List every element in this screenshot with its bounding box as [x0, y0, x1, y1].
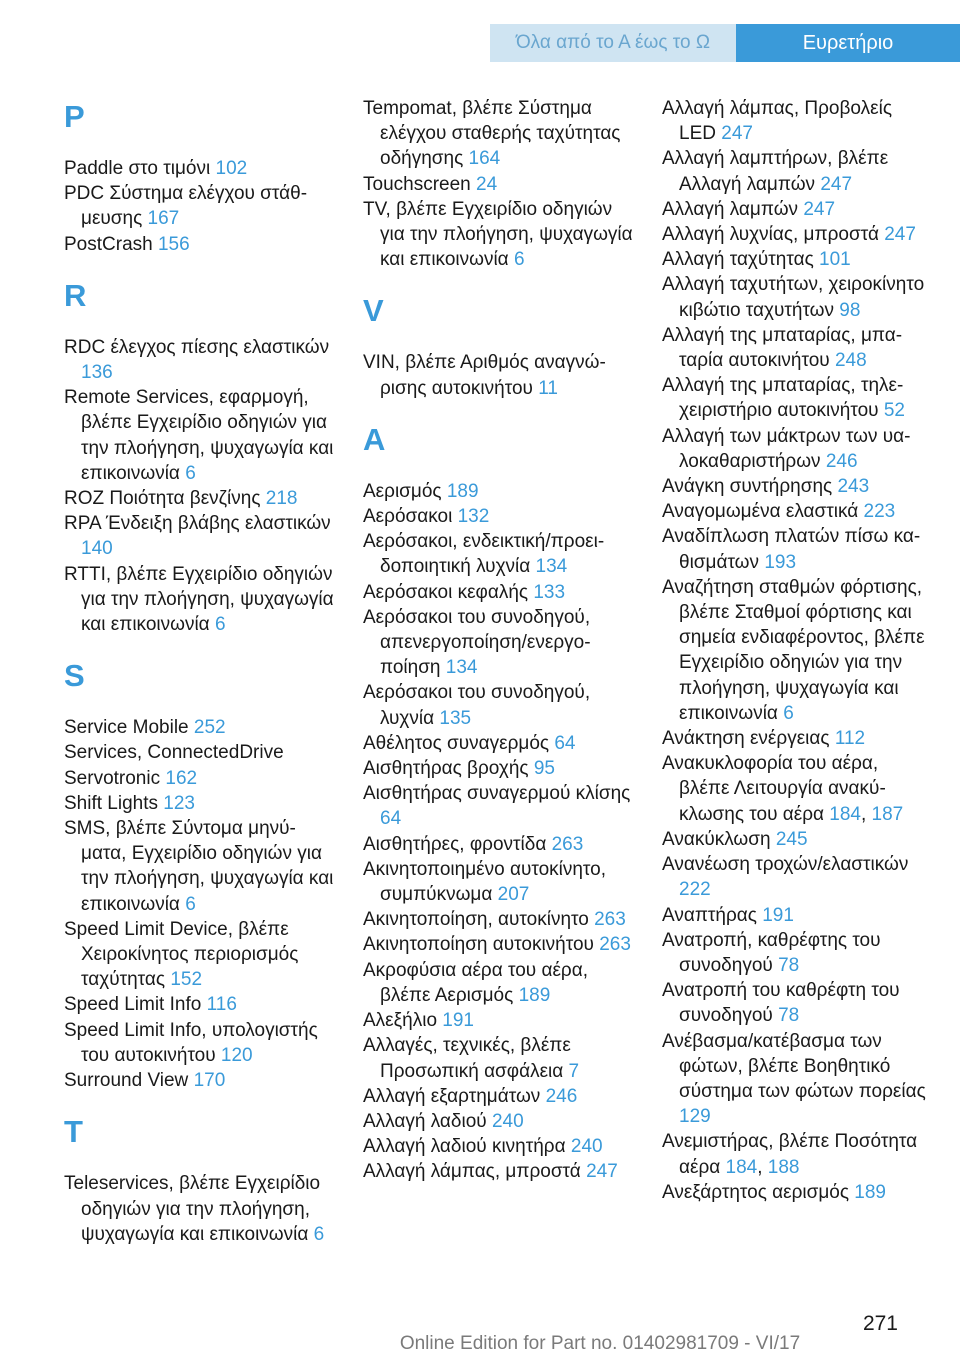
index-entry	[363, 350, 633, 400]
index-entry	[363, 172, 633, 197]
index-entry-text: Αλλαγή της μπαταρίας, μπαταρία αυτοκινήτου	[662, 324, 903, 372]
page-link[interactable]: 263	[551, 833, 584, 855]
index-entry-text: Αλλαγή εξαρτημάτων	[363, 1085, 541, 1107]
page-link[interactable]: 95	[533, 758, 555, 780]
page-link[interactable]: 152	[170, 969, 203, 991]
index-entry-text: TV, βλέπε Εγχειρίδιο οδηγιών για την πλοήγηση, ψυχαγωγία και επικοινωνία	[363, 198, 633, 271]
index-entry-text: Αερόσακοι του συνοδηγού, λυχνία	[363, 682, 591, 729]
index-entry-text: Servotronic	[64, 767, 161, 789]
index-letter-heading: A	[363, 421, 386, 457]
index-entry	[363, 479, 633, 504]
index-entry	[662, 373, 932, 423]
index-entry-text: Ανατροπή του καθρέφτη του συνοδηγού	[662, 980, 900, 1027]
index-entry-text: Αθέλητος συναγερμός	[363, 732, 550, 754]
index-entry	[64, 562, 334, 638]
index-entry-text: PostCrash	[64, 233, 153, 255]
index-entry-text: Αλλαγή των μάκτρων των υαλοκαθαριστήρων	[662, 425, 911, 472]
index-entry-text: SMS, βλέπε Σύντομα μηνύματα, Εγχειρίδιο οδηγιών για την πλοήγηση, ψυχαγωγία και επικοινωνία	[64, 818, 334, 915]
index-entry	[662, 726, 932, 751]
index-entry-text: Αλλαγή λαδιού κινητήρα	[363, 1136, 566, 1158]
page-link[interactable]: 252	[193, 717, 226, 739]
index-entry-text: Αλλαγή λαδιού	[363, 1110, 487, 1132]
index-entry-text: PDC Σύστημα ελέγχου στάθμευσης	[64, 183, 308, 230]
page-link[interactable]: 101	[819, 249, 851, 271]
index-entry	[363, 756, 633, 781]
index-entry-text: Αναπτήρας	[662, 904, 757, 926]
index-entry	[662, 272, 932, 322]
index-column-2	[363, 96, 633, 1185]
index-entry	[363, 529, 633, 579]
page-link[interactable]: 247	[721, 123, 753, 145]
page-link[interactable]: 191	[442, 1010, 474, 1032]
page-link[interactable]: 243	[837, 476, 870, 498]
index-entry-text: Speed Limit Info	[64, 994, 202, 1016]
index-entry-text: Ανακυκλοφορία του αέρα, βλέπε Λειτουργία ανακύκλωσης του αέρα	[662, 753, 886, 825]
index-entry-text: Αναζήτηση σταθμών φόρτισης, βλέπε Σταθμοί φόρτισης και σημεία ενδιαφέροντος, βλέπε Εγχειρίδιο οδηγιών για την πλοήγηση, ψυχαγωγία και επικοινωνία	[662, 576, 925, 724]
page-link[interactable]: 6	[185, 462, 196, 484]
index-entry-text: Αλλαγή λαμπτήρων, βλέπε Αλλαγή λαμπών	[662, 148, 889, 195]
index-entry	[363, 1134, 633, 1159]
page-link[interactable]: 170	[193, 1070, 226, 1092]
index-column-3	[662, 96, 932, 1205]
page-link[interactable]: 6	[783, 702, 794, 724]
index-entry	[64, 1068, 334, 1093]
index-entry-text: Αλλαγές, τεχνικές, βλέπε Προσωπική ασφάλεια	[363, 1035, 571, 1082]
index-entry-text: RPA Ένδειξη βλάβης ελαστικών	[64, 513, 331, 535]
index-entry	[363, 907, 633, 932]
page-link[interactable]: 164	[468, 148, 501, 170]
index-entry-text: Speed Limit Device, βλέπε Χειροκίνητος περιορισμός ταχύτητας	[64, 918, 299, 991]
header-spacer	[0, 24, 490, 62]
index-entry	[363, 504, 633, 529]
page-link[interactable]: 189	[446, 480, 479, 502]
page-link[interactable]: 116	[206, 994, 237, 1016]
page-link[interactable]: 162	[165, 767, 198, 789]
index-entry-text: Αλλαγή της μπαταρίας, τηλεχειριστήριο αυτοκινήτου	[662, 375, 904, 422]
index-entry-text: Αερόσακοι	[363, 506, 453, 528]
page-link[interactable]: 7	[568, 1060, 580, 1082]
index-entry-text: Αερόσακοι κεφαλής	[363, 581, 529, 603]
index-entry	[64, 486, 334, 511]
page-link[interactable]: 134	[535, 556, 568, 578]
index-entry-text: Αερόσακοι, ενδεικτική/προειδοποιητική λυχνία	[363, 531, 605, 578]
index-entry-text: Αλλαγή λαμπών	[662, 198, 799, 220]
page-link[interactable]: 247	[803, 198, 836, 220]
index-entry-text: Ακινητοποίηση αυτοκινήτου	[363, 934, 594, 956]
page-link[interactable]: 223	[863, 501, 896, 523]
index-entry	[64, 766, 334, 791]
index-entry	[363, 580, 633, 605]
index-entry	[662, 474, 932, 499]
index-entry	[662, 978, 932, 1028]
index-entry	[662, 499, 932, 524]
index-entry	[662, 903, 932, 928]
index-entry-text: Ανακύκλωση	[662, 828, 771, 850]
index-entry	[662, 222, 932, 247]
page-link[interactable]: 247	[820, 173, 853, 195]
page-link[interactable]: 78	[778, 1005, 800, 1027]
index-entry	[64, 992, 334, 1017]
index-entry	[662, 852, 932, 902]
page-link[interactable]: 188	[767, 1156, 800, 1178]
index-entry-text: Ανεξάρτητος αερισμός	[662, 1181, 850, 1203]
index-entry	[64, 232, 334, 257]
index-entry	[662, 1029, 932, 1130]
page-link[interactable]: 64	[380, 808, 402, 830]
index-entry	[363, 1033, 633, 1083]
page-link[interactable]: 184	[725, 1156, 758, 1178]
index-entry	[363, 1109, 633, 1134]
index-entry	[662, 524, 932, 574]
page-link[interactable]: 247	[884, 224, 916, 246]
index-entry-text: Ακινητοποιημένο αυτοκίνητο, συμπύκνωμα	[363, 858, 607, 906]
page-link[interactable]: 245	[775, 828, 808, 850]
section-gap	[363, 401, 633, 419]
index-entry-text: Ανάγκη συντήρησης	[662, 476, 833, 498]
breadcrumb[interactable]: Όλα από το Α έως το Ω	[490, 24, 736, 62]
index-entry	[363, 605, 633, 681]
index-entry	[363, 932, 633, 957]
index-entry	[363, 197, 633, 273]
index-entry-text: Αλλαγή λάμπας, Προβολείς LED	[662, 98, 892, 145]
section-gap	[64, 637, 334, 655]
index-entry-text: Αισθητήρες, φροντίδα	[363, 833, 547, 855]
index-entry-text: Ακινητοποίηση, αυτοκίνητο	[363, 909, 589, 931]
index-entry	[662, 1180, 932, 1205]
index-letter-heading: P	[64, 99, 85, 134]
index-entry	[363, 1008, 633, 1033]
index-entry-text: Services, ConnectedDrive	[64, 742, 284, 764]
index-entry-text: Shift Lights	[64, 792, 158, 814]
page-link[interactable]: 156	[157, 233, 190, 255]
index-entry	[363, 958, 633, 1008]
index-entry	[363, 832, 633, 857]
page-link[interactable]: 189	[854, 1181, 886, 1203]
page-link[interactable]: 133	[533, 581, 566, 603]
page-link[interactable]: 240	[491, 1110, 524, 1132]
page-link[interactable]: 11	[538, 377, 558, 399]
page-link[interactable]: 240	[570, 1136, 603, 1158]
page-link[interactable]: 6	[513, 249, 525, 271]
index-entry	[662, 197, 932, 222]
index-entry-text: Paddle στο τιμόνι	[64, 158, 211, 179]
page-link[interactable]: 191	[762, 904, 794, 926]
index-entry-text: RDC έλεγχος πίεσης ελαστικών	[64, 336, 330, 358]
page-link[interactable]: 120	[220, 1044, 253, 1066]
index-entry	[64, 791, 334, 816]
index-entry	[64, 740, 334, 765]
index-entry	[662, 323, 932, 373]
page-link[interactable]: 248	[834, 350, 867, 372]
index-entry-text: Αναδίπλωση πλατών πίσω καθισμάτων	[662, 526, 921, 573]
index-entry	[64, 511, 334, 561]
index-entry	[662, 928, 932, 978]
page-link[interactable]: 246	[825, 450, 858, 472]
index-entry	[662, 96, 932, 146]
index-entry-text: Ανανέωση τροχών/ελαστικών	[662, 854, 909, 876]
index-entry	[64, 917, 334, 993]
index-entry	[64, 715, 334, 740]
page-link[interactable]: 263	[594, 909, 626, 931]
page-link[interactable]: 112	[834, 728, 866, 750]
section-gap	[64, 1093, 334, 1111]
index-entry-text: Ανεμιστήρας, βλέπε Ποσότητα αέρα	[662, 1131, 918, 1178]
index-entry-text: Αναγομωμένα ελαστικά	[662, 501, 859, 523]
index-letter-heading: V	[363, 293, 384, 329]
page-header	[0, 0, 960, 62]
page-link[interactable]: 187	[871, 803, 904, 825]
index-entry: Ανακυκλοφορία του αέρα, βλέπε Λειτουργία ανακύκλωσης του αέρα 184, 187	[662, 753, 904, 825]
index-entry-text: Αλλαγή λυχνίας, μπροστά	[662, 224, 879, 246]
index-entry	[64, 181, 334, 231]
index-entry-text: Αλλαγή ταχύτητας	[662, 249, 814, 271]
index-entry	[64, 1018, 334, 1068]
page-link[interactable]: 207	[497, 884, 530, 906]
index-entry-text: Αλλαγή λάμπας, μπροστά	[363, 1161, 581, 1183]
index-entry-text: Speed Limit Info, υπολογιστής του αυτοκινήτου	[64, 1019, 318, 1066]
index-letter-heading: R	[64, 277, 87, 313]
index-entry-text: Αλλαγή ταχυτήτων, χειροκίνητο κιβώτιο ταχυτήτων	[662, 274, 925, 321]
index-entry-text: Tempomat, βλέπε Σύστημα ελέγχου σταθερής ταχύτητας οδήγησης	[363, 98, 621, 170]
page-link[interactable]: 6	[214, 614, 226, 636]
index-entry	[64, 385, 334, 486]
page-link[interactable]: 184	[829, 803, 861, 825]
index-entry-text: Ανέβασμα/κατέβασμα των φώτων, βλέπε Βοηθητικό σύστημα των φώτων πορείας	[662, 1030, 926, 1102]
index-entry	[64, 335, 334, 385]
index-entry-text: Αερισμός	[363, 480, 442, 502]
index-entry	[363, 781, 633, 831]
page-link[interactable]: 64	[554, 732, 576, 754]
index-entry	[662, 247, 932, 272]
index-entry-text: Service Mobile	[64, 717, 189, 739]
index-entry	[64, 156, 334, 181]
index-entry-text: Αισθητήρας βροχής	[363, 758, 529, 780]
index-entry-text: RTTI, βλέπε Εγχειρίδιο οδηγιών για την πλοήγηση, ψυχαγωγία και επικοινωνία	[64, 563, 334, 636]
index-entry: Ανεμιστήρας, βλέπε Ποσότητα αέρα 184, 188	[662, 1131, 918, 1178]
section-gap	[363, 272, 633, 290]
page-link[interactable]: 135	[439, 707, 472, 729]
page-link[interactable]: 98	[839, 299, 861, 321]
page-link[interactable]: 263	[599, 934, 631, 956]
page-link[interactable]: 189	[518, 984, 551, 1006]
index-entry-text: Ακροφύσια αέρα του αέρα, βλέπε Αερισμός	[363, 959, 588, 1006]
page-link[interactable]: 222	[679, 879, 711, 901]
section-tab-index[interactable]: Ευρετήριο	[736, 24, 960, 62]
index-entry-text: Ανάκτηση ενέργειας	[662, 728, 830, 750]
index-entry	[662, 827, 932, 852]
index-column-1	[64, 96, 334, 1247]
section-gap	[64, 257, 334, 275]
index-entry-text: Ανατροπή, καθρέφτης του συνοδηγού	[662, 929, 881, 976]
index-entry-text: ROZ Ποιότητα βενζίνης	[64, 488, 261, 510]
index-entry	[363, 857, 633, 907]
page-link[interactable]: 167	[147, 208, 180, 230]
index-entry-text: Αλεξήλιο	[363, 1010, 438, 1032]
index-entry	[363, 1159, 633, 1184]
index-entry-text: Touchscreen	[363, 173, 471, 195]
index-entry	[64, 1171, 334, 1247]
index-entry	[64, 816, 334, 917]
page-link[interactable]: 6	[185, 893, 196, 915]
page-number: 271	[862, 1312, 898, 1335]
index-entry-text: Surround View	[64, 1070, 189, 1092]
index-entry-text: Αισθητήρας συναγερμού κλίσης	[363, 783, 631, 805]
page-link[interactable]: 218	[265, 488, 298, 510]
page-link[interactable]: 52	[883, 400, 905, 422]
page-link[interactable]: 136	[81, 362, 113, 384]
footer-edition: Online Edition for Part no. 01402981709 - VI/17	[399, 1333, 801, 1354]
page-link[interactable]: 123	[163, 792, 195, 814]
page-link[interactable]: 132	[457, 506, 490, 528]
page-link[interactable]: 129	[679, 1106, 711, 1128]
page-link[interactable]: 6	[313, 1223, 325, 1245]
index-entry	[363, 680, 633, 730]
page-link[interactable]: 247	[586, 1161, 618, 1183]
index-entry-text: Remote Services, εφαρμογή, βλέπε Εγχειρίδιο οδηγιών για την πλοήγηση, ψυχαγωγία και επικοινωνία	[64, 387, 334, 484]
index-entry	[363, 96, 633, 172]
page-link[interactable]: 193	[764, 551, 797, 573]
index-letter-heading: S	[64, 658, 85, 694]
page-link[interactable]: 78	[778, 954, 800, 976]
index-entry-text: Teleservices, βλέπε Εγχειρίδιο οδηγιών για την πλοήγηση, ψυχαγωγία και επικοινωνία	[64, 1173, 321, 1245]
page-link[interactable]: 246	[545, 1085, 578, 1107]
page-link[interactable]: 24	[476, 173, 498, 195]
index-entry-text: Αερόσακοι του συνοδηγού, απενεργοποίηση/ενεργοποίηση	[363, 606, 591, 679]
page-link[interactable]: 102	[215, 158, 248, 179]
index-entry	[363, 731, 633, 756]
index-letter-heading: T	[64, 1114, 83, 1150]
index-entry-text: VIN, βλέπε Αριθμός αναγνώρισης αυτοκινήτου	[363, 352, 606, 399]
page-link[interactable]: 140	[81, 538, 113, 560]
index-entry	[363, 1084, 633, 1109]
index-entry	[662, 146, 932, 196]
page-link[interactable]: 134	[445, 657, 478, 679]
index-entry	[662, 575, 932, 726]
index-entry	[662, 424, 932, 474]
